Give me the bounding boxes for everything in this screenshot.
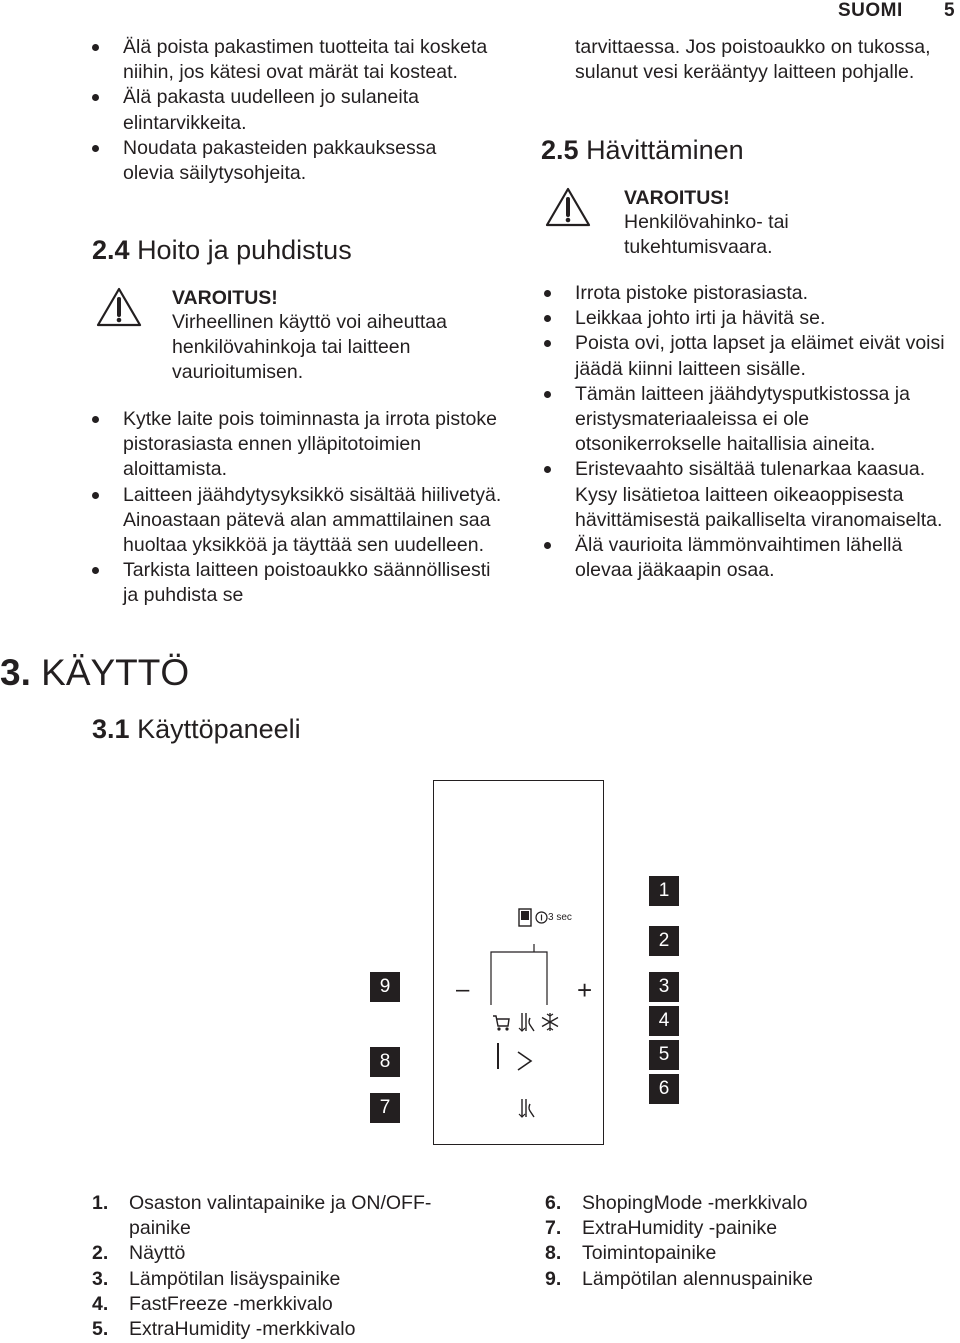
callout-9: 9 xyxy=(370,972,400,1002)
plus-button[interactable]: + xyxy=(577,975,593,1005)
power-icon xyxy=(535,911,548,924)
extra-humidity-button-icon[interactable] xyxy=(517,1098,537,1118)
legend-item: 9. Lämpötilan alennuspainike xyxy=(545,1267,813,1290)
warning-icon xyxy=(544,186,592,228)
callout-5: 5 xyxy=(649,1040,679,1070)
section-heading-3-1 xyxy=(92,713,301,745)
section-number: 2.5 xyxy=(541,135,579,165)
legend-item: 8. Toimintopainike xyxy=(545,1242,717,1265)
list-item: Älä pakasta uudelleen jo sulaneita elintarvikkeita. xyxy=(90,85,490,135)
legend-item: 4. FastFreeze -merkkivalo xyxy=(92,1292,333,1315)
mode-icon xyxy=(518,908,534,928)
legend-left xyxy=(92,1191,492,1342)
list-item: Älä poista pakastimen tuotteita tai kosketa niihin, jos kätesi ovat märät tai kosteat. xyxy=(90,35,490,85)
legend-item: 6. ShopingMode -merkkivalo xyxy=(545,1192,808,1214)
list-item: Noudata pakasteiden pakkauksessa olevia säilytysohjeita. xyxy=(90,136,490,186)
section-title: Käyttöpaneeli xyxy=(137,714,301,744)
page-number: 5 xyxy=(944,0,955,21)
chapter-number: 3. xyxy=(0,652,31,693)
legend-item: 3. Lämpötilan lisäyspainike xyxy=(92,1267,341,1290)
list-item: Älä vaurioita lämmönvaihtimen lähellä olevaa jääkaapin osaa. xyxy=(542,533,952,583)
bullet-list-freezer xyxy=(90,35,490,186)
bullet-list-disposal xyxy=(542,281,952,583)
chevron-right-icon[interactable] xyxy=(515,1050,535,1072)
warning-title: VAROITUS! xyxy=(624,187,730,209)
list-item: Irrota pistoke pistorasiasta. xyxy=(542,281,952,306)
callout-8: 8 xyxy=(370,1047,400,1077)
list-item: Tämän laitteen jäähdytysputkistossa ja eristysmateriaaleissa ei ole otsonikerrokselle haitallisia aineita. xyxy=(542,382,952,458)
warning-block-disposal xyxy=(624,186,924,260)
warning-text: Virheellinen käyttö voi aiheuttaa henkilövahinkoja tai laitteen vaurioitumisen. xyxy=(172,311,447,384)
section-heading-2-4 xyxy=(92,234,352,266)
section-number: 2.4 xyxy=(92,235,130,265)
chapter-heading-3 xyxy=(0,652,189,694)
list-item: Laitteen jäähdytysyksikkö sisältää hiilivetyä. Ainoastaan pätevä alan ammattilainen saa huoltaa yksikköä ja täyttää sen uudelleen. xyxy=(90,483,502,559)
display xyxy=(490,944,560,1006)
callout-6: 6 xyxy=(649,1074,679,1104)
list-item: Kytke laite pois toiminnasta ja irrota pistoke pistorasiasta ennen ylläpitotoimien aloittamista. xyxy=(90,407,502,483)
section-title: Hoito ja puhdistus xyxy=(137,235,352,265)
callout-2: 2 xyxy=(649,926,679,956)
legend-item: 1. Osaston valintapainike ja ON/OFF-painike xyxy=(92,1192,432,1240)
legend-right xyxy=(545,1191,945,1292)
legend-item: 2. Näyttö xyxy=(92,1242,186,1265)
warning-icon xyxy=(95,286,143,328)
warning-block-care xyxy=(172,286,472,386)
timer-label: 3 sec xyxy=(548,912,572,923)
callout-1: 1 xyxy=(649,876,679,906)
callout-3: 3 xyxy=(649,972,679,1002)
shopping-mode-icon xyxy=(492,1014,512,1032)
header-language: SUOMI xyxy=(838,0,903,21)
section-heading-2-5 xyxy=(541,134,744,166)
warning-title: VAROITUS! xyxy=(172,287,278,309)
extra-humidity-icon xyxy=(517,1012,537,1032)
minus-button[interactable]: – xyxy=(456,976,470,1003)
callout-7: 7 xyxy=(370,1093,400,1123)
list-item: Tarkista laitteen poistoaukko säännöllisesti ja puhdista se xyxy=(90,558,502,608)
chapter-title: KÄYTTÖ xyxy=(41,652,190,693)
function-button-bar xyxy=(497,1043,499,1069)
list-item: Leikkaa johto irti ja hävitä se. xyxy=(542,306,952,331)
fast-freeze-icon xyxy=(540,1012,560,1032)
legend-item: 5. ExtraHumidity -merkkivalo xyxy=(92,1318,356,1341)
section-title: Hävittäminen xyxy=(586,135,744,165)
callout-4: 4 xyxy=(649,1006,679,1036)
bullet-list-care xyxy=(90,407,502,609)
warning-text: Henkilövahinko- tai tukehtumisvaara. xyxy=(624,211,789,259)
list-item: Eristevaahto sisältää tulenarkaa kaasua. Kysy lisätietoa laitteen oikeaoppisesta hävittämisestä paikalliselta viranomaiselta. xyxy=(542,457,952,533)
legend-item: 7. ExtraHumidity -painike xyxy=(545,1217,778,1240)
section-number: 3.1 xyxy=(92,714,130,744)
list-item: Poista ovi, jotta lapset ja eläimet eivät voisi jäädä kiinni laitteen sisälle. xyxy=(542,331,952,381)
continued-text: tarvittaessa. Jos poistoaukko on tukossa, sulanut vesi kerääntyy laitteen pohjalle. xyxy=(575,36,931,84)
